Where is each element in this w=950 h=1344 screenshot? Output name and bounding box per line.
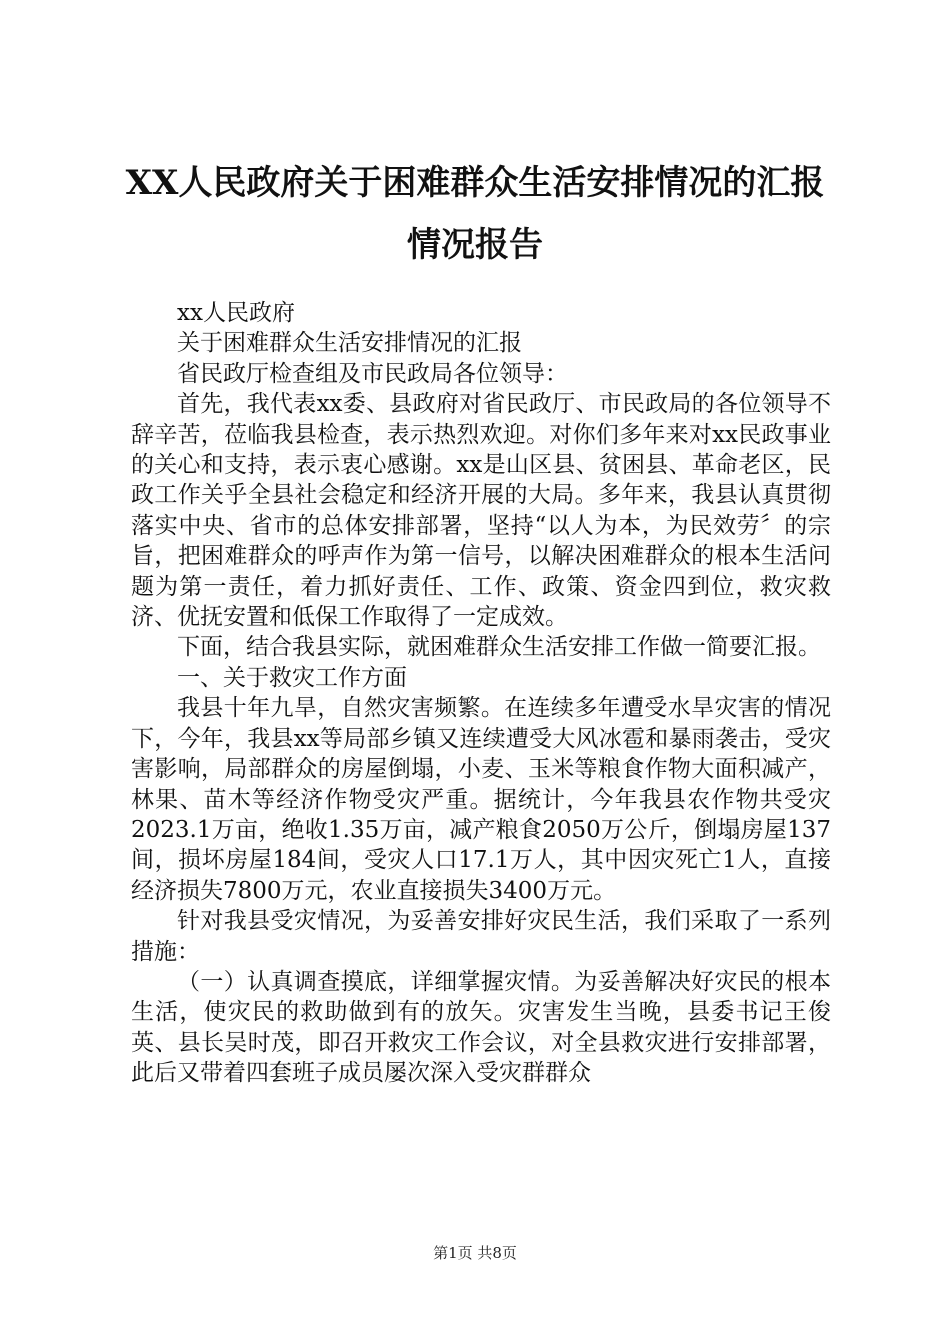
paragraph: 针对我县受灾情况，为妥善安排好灾民生活，我们采取了一系列措施： xyxy=(131,908,831,965)
paragraph: 省民政厅检查组及市民政局各位领导： xyxy=(177,360,568,387)
section-heading: 一、关于救灾工作方面 xyxy=(177,664,407,691)
paragraph: xx人民政府 xyxy=(177,300,295,326)
paragraph: 我县十年九旱，自然灾害频繁。在连续多年遭受水旱灾害的情况下，今年，我县xx等局部乡镇又连续遭受大风冰雹和暴雨袭击，受灾害影响，局部群众的房屋倒塌，小麦、玉米等粮食作物大面积减产，林果、苗木等经济作物受灾严重。据统计，今年我县农作物共受灾2023.1万亩，绝收1.35万亩，减产粮食2050万公斤，倒塌房屋137间，损坏房屋184间，受灾人口17.1万人，其中因灾死亡1人，直接经济损失7800万元，农业直接损失3400万元。 xyxy=(131,695,831,904)
document-title: XX人民政府关于困难群众生活安排情况的汇报情况报告 xyxy=(125,163,825,265)
paragraph: 下面，结合我县实际，就困难群众生活安排工作做一简要汇报。 xyxy=(177,634,821,661)
page-footer: 第1页 共8页 xyxy=(433,1244,517,1262)
document-body xyxy=(131,298,831,1089)
paragraph: 关于困难群众生活安排情况的汇报 xyxy=(177,330,522,357)
paragraph: 首先，我代表xx委、县政府对省民政厅、市民政局的各位领导不辞辛苦，莅临我县检查，表示热烈欢迎。对你们多年来对xx民政事业的关心和支持，表示衷心感谢。xx是山区县、贫困县、革命老区，民政工作关乎全县社会稳定和经济开展的大局。多年来，我县认真贯彻落实中央、省市的总体安排部署，坚持“以人为本，为民效劳〞的宗旨，把困难群众的呼声作为第一信号，以解决困难群众的根本生活问题为第一责任，着力抓好责任、工作、政策、资金四到位，救灾救济、优抚安置和低保工作取得了一定成效。 xyxy=(131,391,831,631)
paragraph: （一）认真调查摸底，详细掌握灾情。为妥善解决好灾民的根本生活，使灾民的救助做到有的放矢。灾害发生当晚，县委书记王俊英、县长吴时茂，即召开救灾工作会议，对全县救灾进行安排部署，此后又带着四套班子成员屡次深入受灾群群众 xyxy=(131,968,831,1087)
